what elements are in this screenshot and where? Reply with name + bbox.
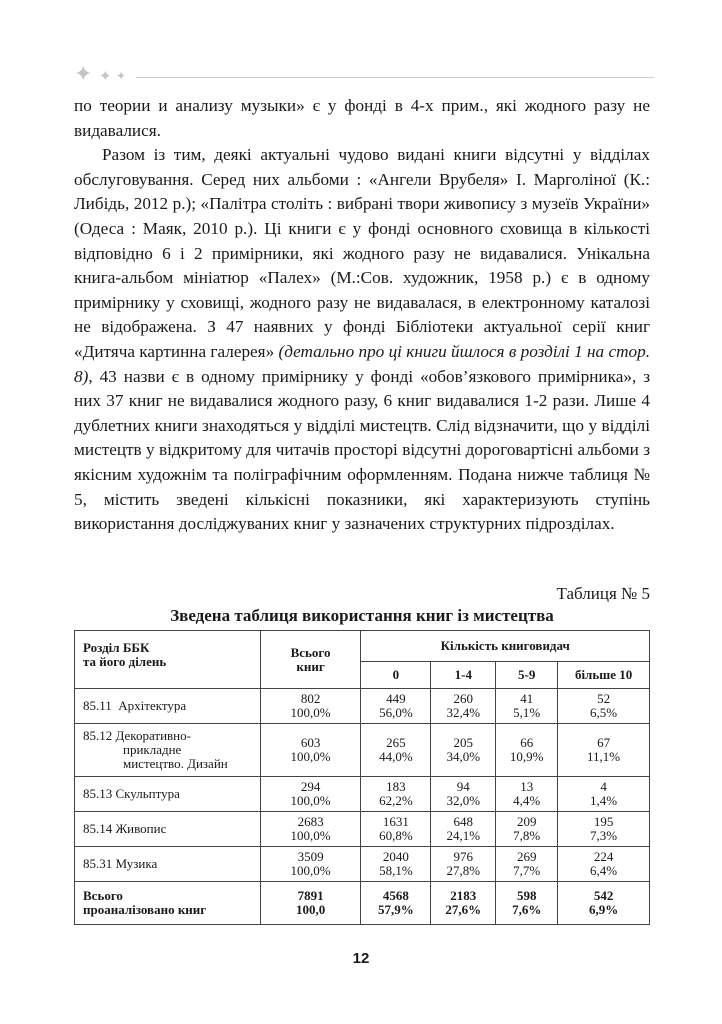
table-row: 85.11 Архітектура 802 100,0% 449 56,0% 260 32,4% 41 5,1% 52 6,5% <box>75 689 650 724</box>
body-text <box>74 94 650 537</box>
paragraph-1: по теории и анализу музыки» є у фонді в 4-х прим., які жодного разу не видавалися. <box>74 96 650 140</box>
table-label: Таблиця № 5 <box>556 584 650 603</box>
header-decoration: ✦ ✦ ✦ <box>74 64 654 88</box>
header-col-0: 0 <box>361 662 431 689</box>
paragraph-2-italic-note: (детально про ці книги йшлося в розділі 1 на стор. 8) <box>74 341 650 386</box>
paragraph-2-part-b: , 43 назви є в одному примірнику у фонді «обов’язкового примірника», з них 37 книг не видавалися жодного разу, 6 книг видавалися 1-2 рази. Лише 4 дублетних книги знаходяться у відділі мистецтв. Слід відзначити, що у відділі мистецтв у відкритому для читачів просторі відсутні дороговартісні альбоми з якісним художнім та поліграфічним оформленням. Подана нижче таблиця № 5, містить зведені кількісні показники, які характеризують ступінь використання досліджуваних книг у зазначених структурних підрозділах. <box>74 366 650 534</box>
table-row: 85.13 Скульптура 294 100,0% 183 62,2% 94 32,0% 13 4,4% 4 1,4% <box>75 777 650 812</box>
table-header-row <box>75 631 650 662</box>
header-col-5-9: 5-9 <box>496 662 558 689</box>
paragraph-2-part-a: Разом із тим, деякі актуальні чудово видані книги відсутні у відділах обслуговування. Серед них альбоми : «Ангели Врубеля» І. Марголіної (К.: Либідь, 2012 р.); «Палітра століть : вибрані твори живопису з музеїв України» (Одеса : Маяк, 2010 р.). Ці книги є у фонді основного сховища в кількості відповідно 6 і 2 примірники, які жодного разу не видавалися. Унікальна книга-альбом мініатюр «Палех» (М.:Сов. художник, 1958 р.) є в одному примірнику у сховищі, жодного разу не видавалася, в електронному каталозі не відображена. З 47 наявних у фонді Бібліотеки актуальної серії книг «Дитяча картинна галерея» <box>74 145 650 361</box>
header-loans-group: Кількість книговидач <box>361 631 650 662</box>
header-rule <box>136 77 654 78</box>
paragraph-2 <box>74 143 650 537</box>
table-row: 85.14 Живопис 2683 100,0% 1631 60,8% 648 24,1% 209 7,8% 195 7,3% <box>75 812 650 847</box>
header-col-over-10: більше 10 <box>558 662 650 689</box>
table-totals-row: Всього проаналізовано книг 7891 100,0 4568 57,9% 2183 27,6% 598 7,6% 542 6,9% <box>75 882 650 925</box>
table-title: Зведена таблиця використання книг із мистецтва <box>170 606 554 625</box>
header-col-1-4: 1-4 <box>431 662 496 689</box>
page-number: 12 <box>352 950 370 967</box>
usage-table <box>74 630 650 925</box>
header-section: Розділ ББК та його ділень <box>75 631 261 689</box>
header-total: Всього книг <box>260 631 361 689</box>
table-row: 85.12 Декоративно- прикладне мистецтво. Дизайн 603 100,0% 265 44,0% 205 34,0% 66 10,9% 67 11,1% <box>75 724 650 777</box>
table-row: 85.31 Музика 3509 100,0% 2040 58,1% 976 27,8% 269 7,7% 224 6,4% <box>75 847 650 882</box>
